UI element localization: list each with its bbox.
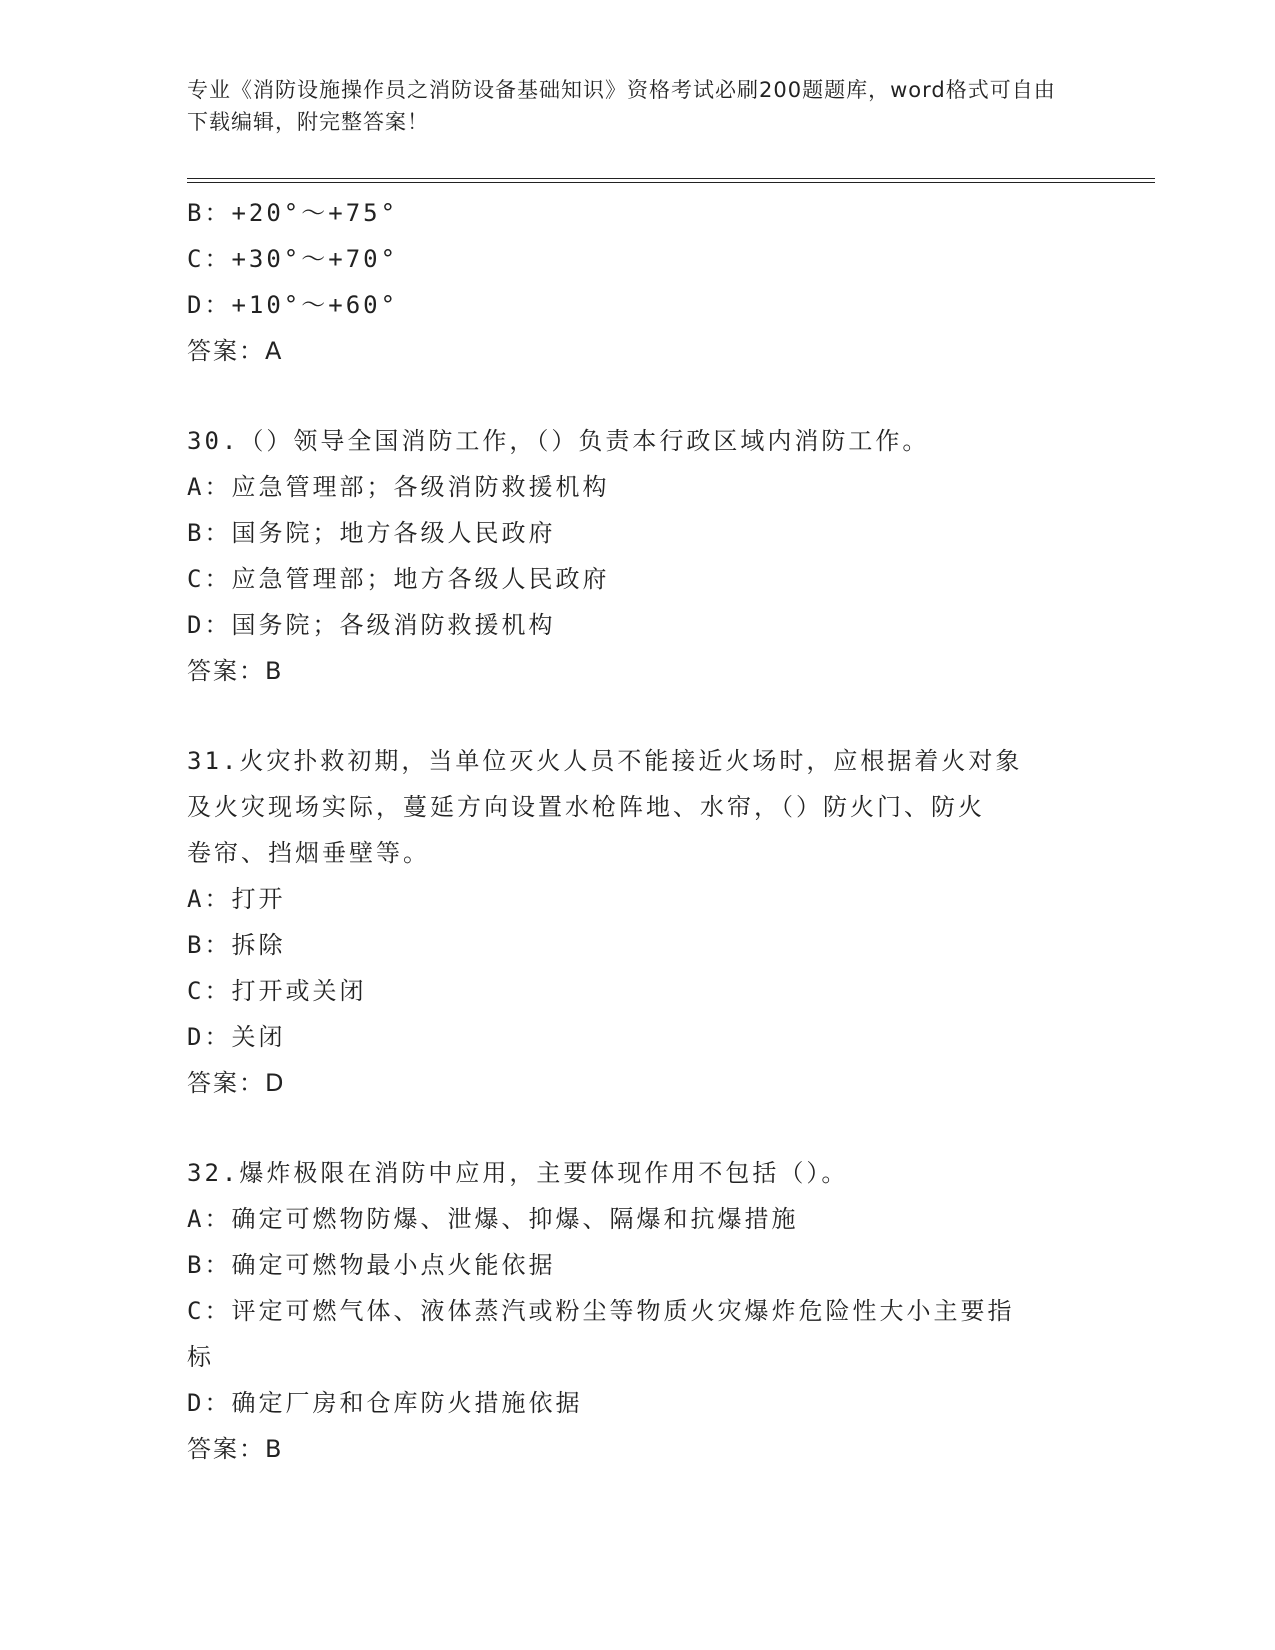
option-d: D：关闭 (187, 1023, 286, 1051)
option-d: D：确定厂房和仓库防火措施依据 (187, 1389, 583, 1417)
question-29-continued (187, 190, 1087, 374)
option-b: B：拆除 (187, 931, 286, 959)
question-list (187, 190, 1087, 1472)
question-stem-line: 及火灾现场实际，蔓延方向设置水枪阵地、水帘，（）防火门、防火 (187, 793, 985, 821)
answer: 答案：A (187, 337, 284, 365)
answer: 答案：B (187, 657, 284, 685)
question-stem-line: 卷帘、挡烟垂壁等。 (187, 839, 430, 867)
question-stem: 32.爆炸极限在消防中应用，主要体现作用不包括（）。 (187, 1159, 849, 1187)
option-b: B：国务院；地方各级人民政府 (187, 519, 556, 547)
option-c: C：评定可燃气体、液体蒸汽或粉尘等物质火灾爆炸危险性大小主要指 (187, 1297, 1015, 1325)
option-d: D：国务院；各级消防救援机构 (187, 611, 556, 639)
question-stem: 30.（）领导全国消防工作，（）负责本行政区域内消防工作。 (187, 427, 930, 455)
question-stem-line: 31.火灾扑救初期，当单位灭火人员不能接近火场时，应根据着火对象 (187, 747, 1023, 775)
option-c-continued: 标 (187, 1343, 214, 1371)
answer: 答案：B (187, 1435, 284, 1463)
option-a: A：打开 (187, 885, 286, 913)
question-31 (187, 738, 1087, 1106)
question-32 (187, 1150, 1087, 1472)
question-30 (187, 418, 1087, 694)
option-a: A：应急管理部；各级消防救援机构 (187, 473, 610, 501)
option-b: B：+20°～+75° (187, 199, 399, 227)
option-c: C：打开或关闭 (187, 977, 367, 1005)
option-c: C：应急管理部；地方各级人民政府 (187, 565, 610, 593)
document-header: 专业《消防设施操作员之消防设备基础知识》资格考试必刷200题题库，word格式可自由下载编辑，附完整答案！ (187, 78, 1056, 134)
answer: 答案：D (187, 1069, 286, 1097)
option-d: D：+10°～+60° (187, 291, 399, 319)
option-b: B：确定可燃物最小点火能依据 (187, 1251, 556, 1279)
option-a: A：确定可燃物防爆、泄爆、抑爆、隔爆和抗爆措施 (187, 1205, 799, 1233)
option-c: C：+30°～+70° (187, 245, 399, 273)
header-divider (187, 178, 1155, 183)
